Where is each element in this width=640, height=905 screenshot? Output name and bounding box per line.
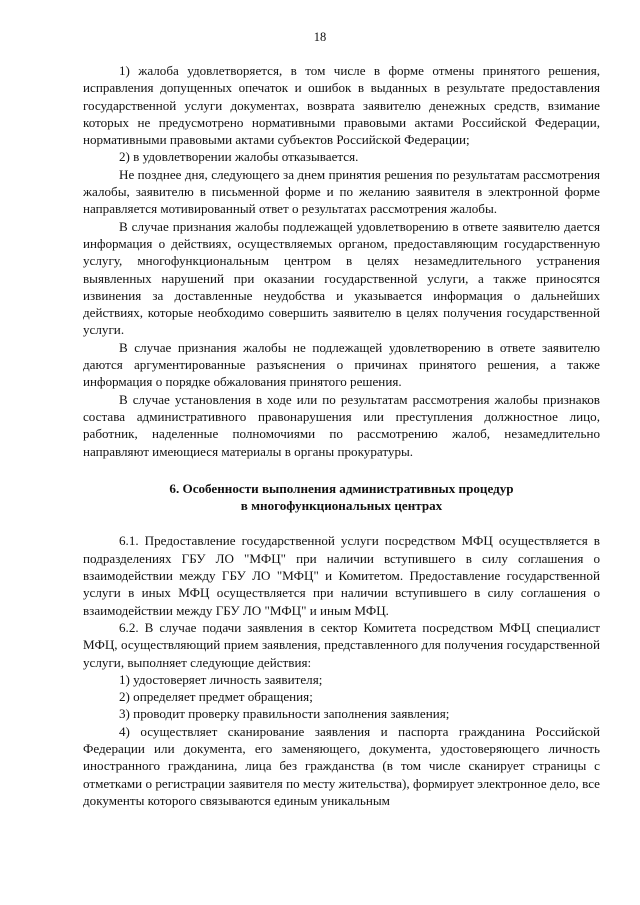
paragraph: 2) в удовлетворении жалобы отказывается. [119,149,359,165]
paragraph: В случае признания жалобы подлежащей удовлетворению в ответе заявителю дается информация о действиях, осуществляемых органом, предоставляющим государственную услугу, многофункциональным центром в целях незамедлительного устранения выявленных нарушений при оказании государственной услуги, а также приносятся извинения за доставленные неудобства и указывается информация о дальнейших действиях, которые необходимо совершить заявителю в целях получения государственной услуги. [83,218,600,338]
page-number: 18 [313,30,327,44]
document-body [83,62,600,809]
paragraph: 6.2. В случае подачи заявления в сектор Комитета посредством МФЦ специалист МФЦ, осуществляющий прием заявления, представленного для получения государственной услуги, выполняет следующие действия: [83,619,600,670]
paragraph: Не позднее дня, следующего за днем принятия решения по результатам рассмотрения жалобы, заявителю в письменной форме и по желанию заявителя в электронной форме направляется мотивированный ответ о результатах рассмотрения жалобы. [83,166,600,217]
paragraph: В случае установления в ходе или по результатам рассмотрения жалобы признаков состава административного правонарушения или преступления должностное лицо, работник, наделенные полномочиями по рассмотрению жалоб, незамедлительно направляют имеющиеся материалы в органы прокуратуры. [83,391,600,459]
list-item: 4) осуществляет сканирование заявления и паспорта гражданина Российской Федерации или документа, его заменяющего, документа, удостоверяющего личность иностранного гражданина, лица без гражданства (в том числе сканирует страницы с отметками о регистрации заявителя по месту жительства), формирует электронное дело, все документы которого связываются единым уникальным [83,723,600,808]
section-heading-line-2: в многофункциональных центрах [240,498,443,514]
paragraph: 6.1. Предоставление государственной услуги посредством МФЦ осуществляется в подразделениях ГБУ ЛО "МФЦ" при наличии вступившего в силу соглашения о взаимодействии между ГБУ ЛО "МФЦ" и Комитетом. Предоставление государственной услуги в иных МФЦ осуществляется при наличии вступившего в силу соглашения о взаимодействии между ГБУ ЛО "МФЦ" и иным МФЦ. [83,533,600,618]
paragraph: 1) жалоба удовлетворяется, в том числе в форме отмены принятого решения, исправления допущенных опечаток и ошибок в выданных в результате предоставления государственной услуги документах, возврата заявителю денежных средств, взимание которых не предусмотрено нормативными правовыми актами Российской Федерации, нормативными правовыми актами субъектов Российской Федерации; [83,63,600,148]
list-item: 2) определяет предмет обращения; [119,689,313,705]
paragraph: В случае признания жалобы не подлежащей удовлетворению в ответе заявителю даются аргументированные разъяснения о причинах принятого решения, а также информация о порядке обжалования принятого решения. [83,339,600,390]
section-heading [83,480,600,515]
list-item: 3) проводит проверку правильности заполнения заявления; [119,706,450,722]
list-item: 1) удостоверяет личность заявителя; [119,671,323,687]
section-heading-line-1: 6. Особенности выполнения административных процедур [169,480,514,496]
